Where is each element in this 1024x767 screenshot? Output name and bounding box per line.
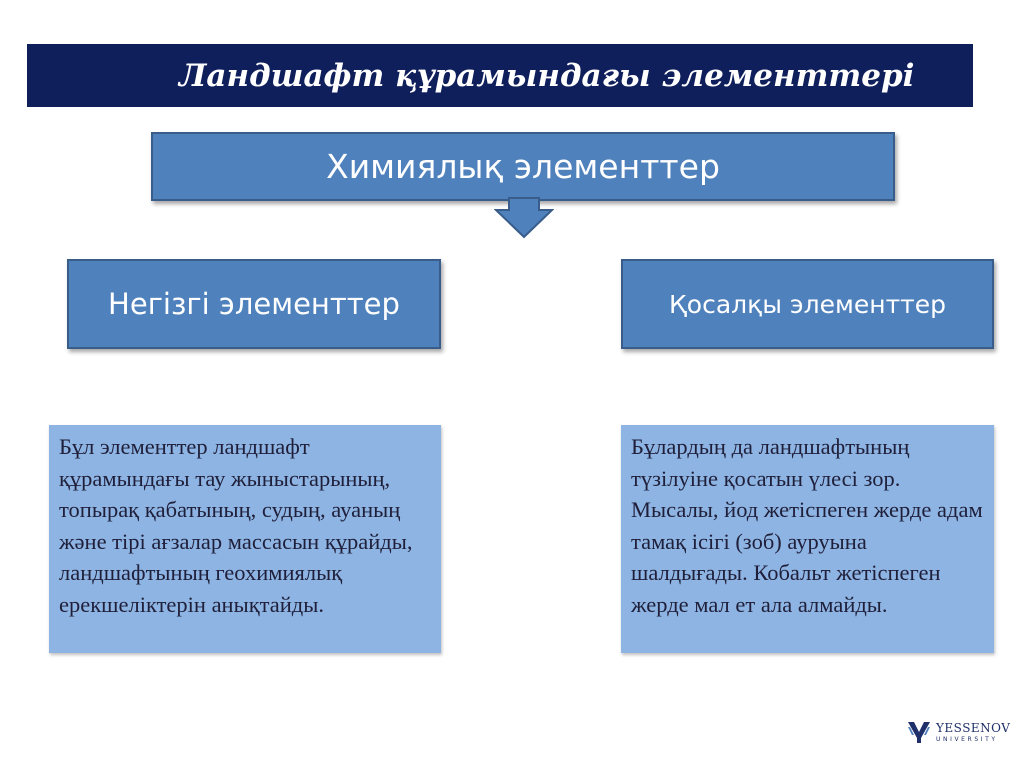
auxiliary-elements-box: Қосалқы элементтер — [621, 259, 994, 349]
down-arrow-icon — [494, 197, 554, 239]
main-elements-box: Негізгі элементтер — [67, 259, 441, 349]
university-logo — [906, 719, 1010, 745]
title-bar — [27, 44, 973, 107]
logo-subtitle: UNIVERSITY — [936, 735, 998, 743]
university-logo-icon — [906, 719, 932, 745]
main-elements-description: Бұл элементтер ландшафт құрамындағы тау жыныстарының, топырақ қабатының, судың, ауаның және тірі ағзалар массасын құрайды, ландшафтының геохимиялық ерекшеліктерін анықтайды. — [49, 425, 441, 653]
slide-title: Ландшафт құрамындағы элементтері — [179, 57, 915, 94]
logo-name: YESSENOV — [936, 720, 1011, 735]
root-concept-box: Химиялық элементтер — [151, 132, 895, 201]
auxiliary-elements-description: Бұлардың да ландшафтының түзілуіне қосатын үлесі зор. Мысалы, йод жетіспеген жерде адам тамақ ісігі (зоб) ауруына шалдығады. Кобальт жетіспеген жерде мал ет ала алмайды. — [621, 425, 994, 653]
